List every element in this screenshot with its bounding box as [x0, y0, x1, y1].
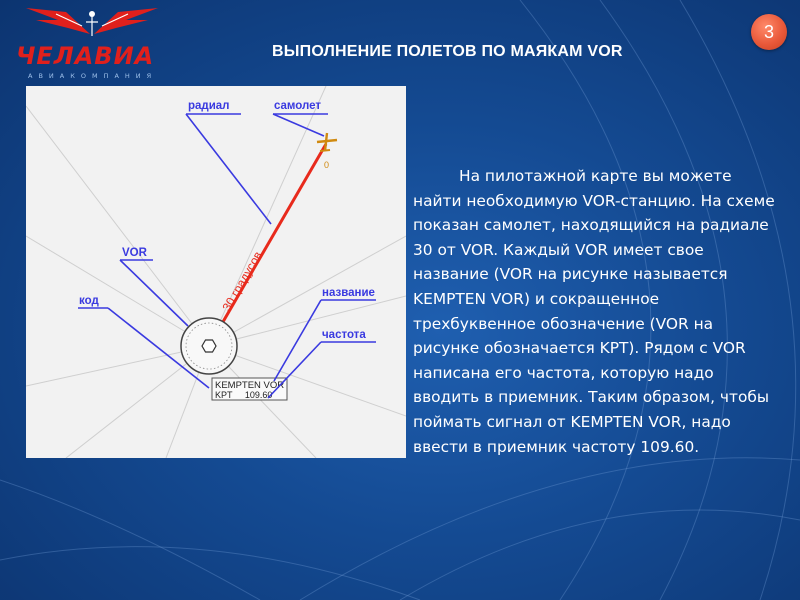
page-number-badge: 3: [751, 14, 787, 50]
logo-subtitle: АВИАКОМПАНИЯ: [28, 72, 158, 80]
vor-box-name: KEMPTEN VOR: [215, 380, 285, 391]
label-vor: VOR: [122, 247, 147, 259]
faint-radial-lines: [26, 86, 406, 458]
label-radial: радиал: [188, 100, 230, 112]
radial-line: [209, 144, 326, 346]
company-logo: [6, 4, 178, 80]
label-frequency: частота: [322, 329, 366, 341]
winged-emblem-icon: [6, 4, 178, 44]
heading-mark: 0: [324, 160, 330, 170]
vor-compass-rose-icon: [181, 318, 237, 374]
vor-box-code-frequency: KPT 109.60: [215, 390, 273, 400]
radial-degrees-label: 30 градусов: [219, 248, 265, 314]
label-airplane: самолет: [274, 100, 322, 112]
logo-wordmark: ЧЕЛАВИА: [16, 42, 155, 70]
airplane-icon: [317, 133, 337, 151]
label-code: код: [79, 295, 99, 307]
explanation-text: На пилотажной карте вы можете найти необходимую VOR-станцию. На схеме показан самолет, находящийся на радиале 30 от VOR. Каждый VOR имеет свое название (VOR на рисунке называется KEMPTEN VOR) и сокращенное трехбуквенное обозначение (VOR на рисунке обозначается KPT). Рядом с VOR написана его частота, которую надо вводить в приемник. Таким образом, чтобы поймать сигнал от KEMPTEN VOR, надо ввести в приемник частоту 109.60.: [413, 167, 775, 456]
vor-diagram: [26, 86, 406, 458]
slide-title: ВЫПОЛНЕНИЕ ПОЛЕТОВ ПО МАЯКАМ VOR: [272, 43, 623, 60]
label-name: название: [322, 287, 375, 299]
